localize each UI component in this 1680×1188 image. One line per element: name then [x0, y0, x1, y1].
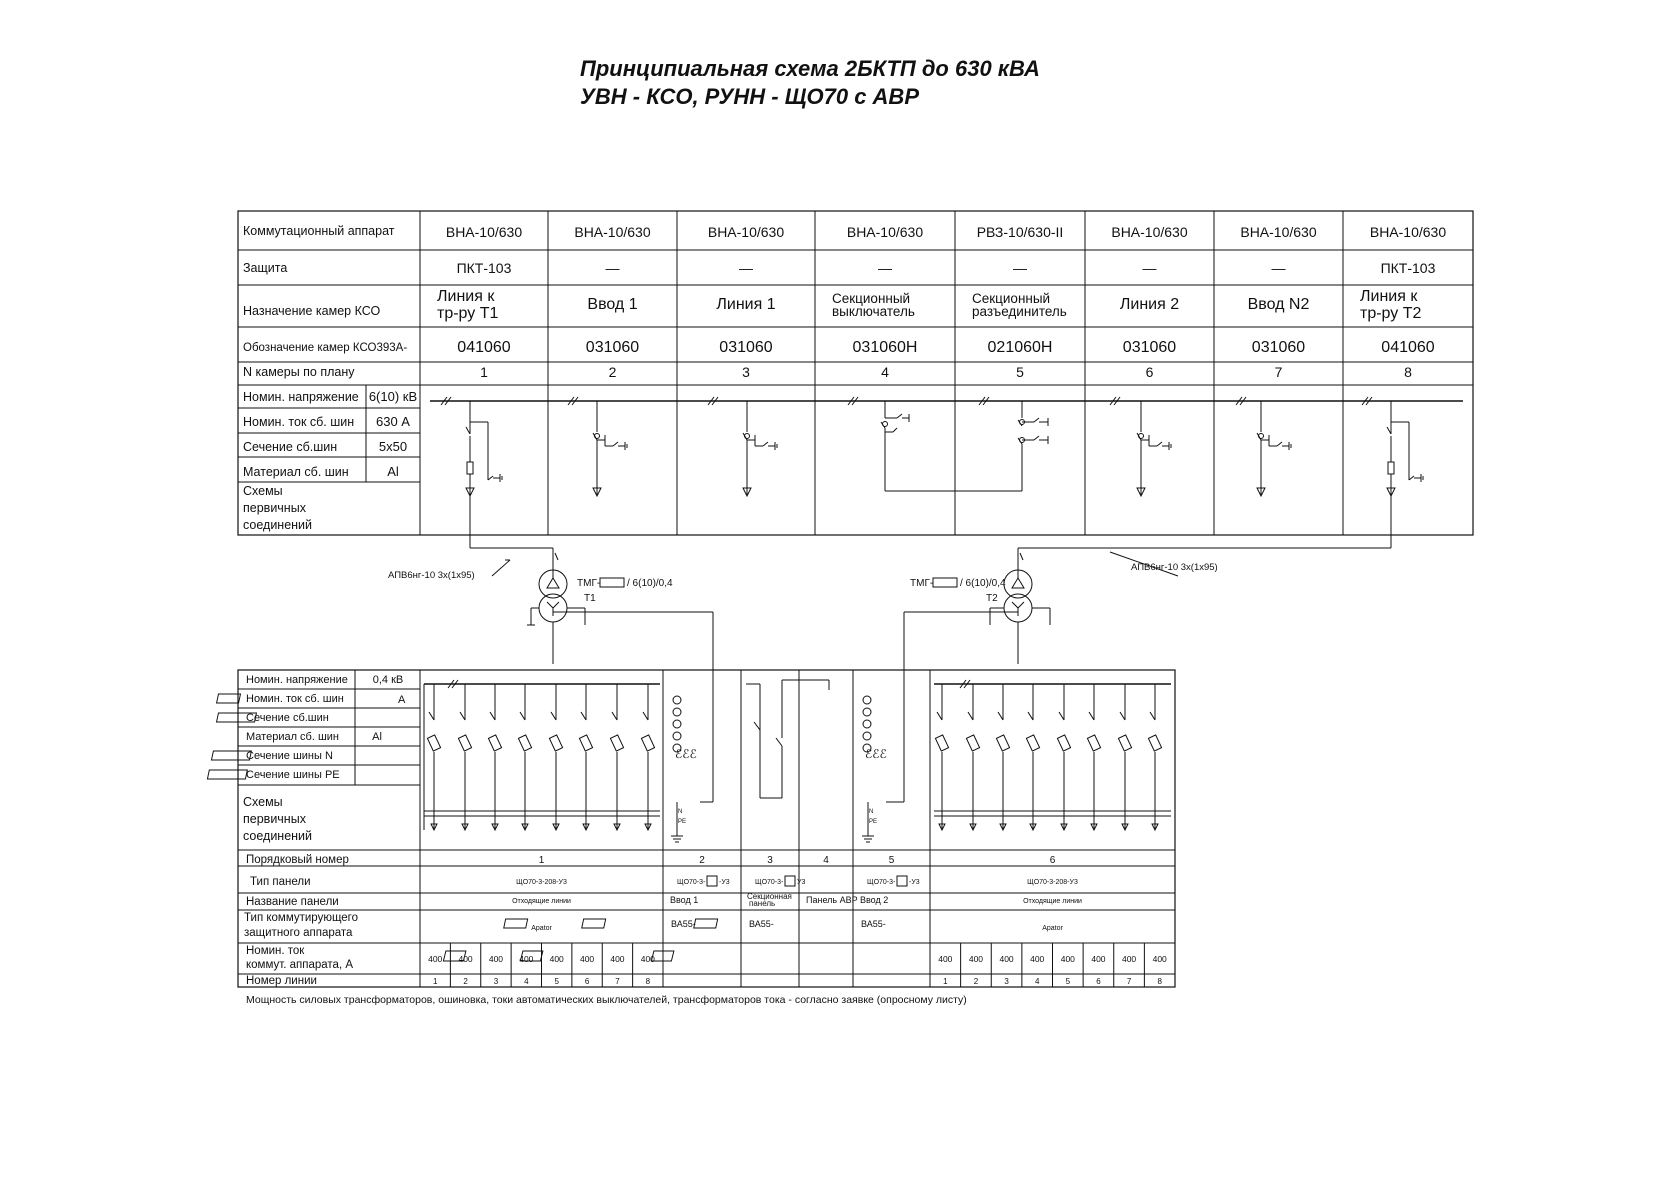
delta-symbol [1012, 578, 1024, 588]
lv-current-right-2: 400 [968, 954, 984, 964]
lv-current-left-1: 400 [428, 954, 443, 964]
hv-label-current: Номин. ток сб. шин [243, 415, 355, 429]
lv-line-number-right-2: 2 [973, 977, 979, 986]
lv-fuse-r2 [966, 735, 979, 751]
hv-protection-5: — [1013, 260, 1027, 276]
earth-switch [893, 428, 897, 432]
lv-label-order: Порядковый номер [246, 854, 349, 866]
lv-line-number-right-8: 8 [1157, 977, 1162, 986]
hv-label-schemes: первичных [243, 501, 306, 515]
hv-purpose-1: Линия к [437, 288, 495, 305]
lv-switch [1059, 712, 1064, 720]
hv-purpose-8: Линия к [1360, 288, 1418, 305]
switch-blade [466, 427, 470, 434]
lv-fuse-l1 [427, 735, 440, 751]
lv-label-device-type-1: Тип коммутирующего [244, 912, 359, 924]
lv-order-3: 3 [767, 855, 773, 866]
hv-apparatus-7: ВНА-10/630 [1240, 224, 1317, 240]
cable-label-right: АПВ6нг-10 3х(1х95) [1131, 562, 1218, 573]
lv-fuse-r6 [1087, 735, 1100, 751]
lv-panel-type-5: ЩО70-3- [867, 879, 896, 886]
lv-line-number-right-3: 3 [1004, 977, 1009, 986]
lv-current-left-4: 400 [519, 954, 534, 964]
lv-order-1: 1 [538, 855, 545, 866]
hv-label-section: Сечение сб.шин [243, 440, 338, 454]
lv-current-right-3: 400 [999, 954, 1014, 964]
lv-panel-type-box [897, 876, 907, 886]
lv-fuse-l4 [518, 735, 531, 751]
lv-current-right-4: 400 [1030, 954, 1045, 964]
lv-panel-name-5: Ввод 2 [860, 895, 889, 905]
lv-table-frame [238, 670, 1175, 987]
cable-label-left: АПВ6нг-10 3х(1х95) [388, 570, 475, 581]
pe-label-in1: PE [678, 819, 687, 825]
lv-line-number-left-5: 5 [554, 977, 559, 986]
hv-purpose-4: выключатель [832, 304, 915, 319]
lv-panel-name-3: Секционная [747, 892, 792, 901]
meter-in1-4 [673, 732, 681, 740]
lv-switch [998, 712, 1003, 720]
lv-current-box [217, 694, 241, 703]
lv-fuse-l3 [488, 735, 501, 751]
lv-fuse-r1 [935, 735, 948, 751]
meter-in2-1 [863, 696, 871, 704]
lv-order-4: 4 [823, 855, 829, 866]
hv-designation-3: 031060 [719, 339, 773, 356]
hv-label-voltage: Номин. напряжение [243, 390, 359, 404]
lv-fuse-r4 [1026, 735, 1039, 751]
lv-line-number-right-7: 7 [1126, 977, 1132, 986]
lv-label-schemes: Схемы [243, 795, 283, 809]
ats-switch [754, 722, 760, 730]
earth-switch [1034, 418, 1039, 422]
hv-value-current: 630 А [376, 414, 410, 429]
lv-panel-name-4: Панель АВР [806, 895, 858, 905]
meter-in1-2 [673, 708, 681, 716]
earth-switch [1034, 436, 1039, 440]
lv-switch [429, 712, 434, 720]
hv-label-schemes: соединений [243, 518, 313, 532]
hv-purpose-5: разъединитель [972, 304, 1067, 319]
lv-current-left-7: 400 [610, 954, 625, 964]
fuse-1 [467, 462, 473, 474]
earth-switch [1409, 476, 1414, 480]
delta-symbol [547, 578, 559, 588]
footnote: Мощность силовых трансформаторов, ошиновка, токи автоматических выключателей, трансформаторов тока - согласно заявке (опросному листу) [246, 994, 967, 1006]
hv-purpose-2: Ввод 1 [587, 296, 638, 313]
lv-label-line-number: Номер линии [246, 975, 317, 987]
lv-label-panel-type: Тип панели [250, 876, 311, 888]
lv-panel-type-3: ЩО70-3- [755, 879, 784, 886]
lv-fuse-r7 [1118, 735, 1131, 751]
hv-value-section: 5х50 [378, 439, 408, 454]
hv-label-purpose: Назначение камер КСО [243, 304, 381, 318]
hv-apparatus-2: ВНА-10/630 [574, 224, 651, 240]
lv-line-number-left-2: 2 [463, 977, 468, 986]
transformer-t2-model: ТМГ- [910, 578, 934, 589]
hv-protection-8: ПКТ-103 [1380, 260, 1436, 276]
hv-purpose-5: Секционный [972, 291, 1051, 306]
lv-fuse-l2 [458, 735, 471, 751]
lv-current-left-8: 400 [640, 954, 655, 964]
star-symbol [1018, 602, 1024, 608]
hv-purpose-1: тр-ру Т1 [437, 305, 499, 322]
star-symbol [553, 602, 559, 608]
lv-line-number-left-7: 7 [615, 977, 620, 986]
hv-apparatus-3: ВНА-10/630 [707, 224, 785, 240]
lv-device-type-2: ВА55- [671, 919, 696, 929]
lv-order-2: 2 [699, 855, 705, 866]
lv-current-left-2: 400 [458, 954, 473, 964]
lv-line-number-left-6: 6 [584, 977, 590, 986]
meter-in2-4 [863, 732, 871, 740]
hv-label-apparatus: Коммутационный аппарат [243, 224, 395, 238]
lv-line-number-left-8: 8 [645, 977, 651, 986]
hv-number-2: 2 [608, 364, 617, 380]
hv-apparatus-5: РВЗ-10/630-II [976, 224, 1064, 240]
transformer-t1-ratio: / 6(10)/0,4 [627, 578, 673, 589]
lv-line-number-right-5: 5 [1065, 977, 1071, 986]
lv-current-right-1: 400 [938, 954, 953, 964]
lv-switch [460, 712, 465, 720]
lv-panel-name-6: Отходящие линии [1023, 898, 1082, 905]
hv-designation-2: 031060 [585, 339, 640, 356]
hv-label-protection: Защита [243, 261, 288, 275]
cable-break [555, 553, 558, 560]
lv-switch [1150, 712, 1155, 720]
hv-number-4: 4 [881, 364, 889, 380]
hv-protection-6: — [1142, 260, 1157, 276]
hv-protection-3: — [739, 260, 753, 276]
lv-current-right-8: 400 [1152, 954, 1167, 964]
hv-value-material: Al [387, 464, 399, 479]
hv-designation-6: 031060 [1122, 339, 1177, 356]
lv-switch [1028, 712, 1033, 720]
hv-protection-7: — [1271, 260, 1286, 276]
n-label-in2: N [869, 809, 874, 815]
lv-current-left-5: 400 [549, 954, 564, 964]
meter-in1-1 [673, 696, 681, 704]
lv-fuse-l5 [549, 735, 562, 751]
lv-current-right-6: 400 [1091, 954, 1106, 964]
lv-fuse-l7 [610, 735, 623, 751]
lv-panel-type-box [707, 876, 717, 886]
lv-device-type-5: ВА55- [861, 919, 886, 929]
lv-switch [551, 712, 556, 720]
lv-panel-name-1: Отходящие линии [512, 898, 571, 905]
lv-panel-type-2: ЩО70-3- [677, 879, 706, 886]
lv-fuse-r5 [1057, 735, 1070, 751]
lv-value-voltage: 0,4 кВ [372, 674, 404, 686]
hv-designation-7: 031060 [1251, 339, 1306, 356]
lv-label-schemes: первичных [243, 812, 306, 826]
pe-label-in2: PE [869, 819, 878, 825]
switch-blade [1387, 427, 1391, 434]
fuse-8 [1388, 462, 1394, 474]
hv-protection-1: ПКТ-103 [456, 260, 512, 276]
lv-switch [1120, 712, 1125, 720]
lv-device-type-box [694, 919, 718, 928]
cable-pointer [492, 560, 510, 576]
lv-fuse-l8 [641, 735, 654, 751]
hv-designation-5: 021060Н [987, 339, 1053, 356]
hv-purpose-8: тр-ру Т2 [1360, 305, 1422, 322]
earth-switch [1157, 442, 1162, 446]
earth-switch [1277, 442, 1282, 446]
hv-number-1: 1 [480, 364, 488, 380]
earth-switch [763, 442, 768, 446]
lv-panel-type-suffix-5: -У3 [909, 879, 920, 886]
hv-purpose-4: Секционный [832, 291, 911, 306]
n-label-in1: N [678, 809, 683, 815]
hv-label-number: N камеры по плану [243, 365, 355, 379]
hv-number-3: 3 [742, 364, 750, 380]
meter-in2-2 [863, 708, 871, 716]
lv-device-type-6: Apator [1042, 925, 1063, 932]
lv-panel-name-3: панель [749, 899, 776, 908]
lv-label-panel-name: Название панели [246, 896, 339, 908]
hv-purpose-3: Линия 1 [716, 296, 776, 313]
lv-device-type-box [504, 919, 528, 928]
lv-label-device-type-2: защитного аппарата [244, 927, 353, 939]
hv-designation-4: 031060Н [852, 339, 918, 356]
lv-fuse-l6 [579, 735, 592, 751]
lv-panel-name-2: Ввод 1 [670, 895, 699, 905]
hv-value-voltage: 6(10) кВ [368, 389, 418, 404]
ct-symbol-in2: ℰℰℰ [865, 747, 887, 761]
hv-protection-2: — [605, 260, 620, 276]
cable-break [1020, 553, 1023, 560]
transformer-t1-model: ТМГ- [577, 578, 601, 589]
hv-apparatus-6: ВНА-10/630 [1111, 224, 1188, 240]
hv-label-designation: Обозначение камер КСО393А- [243, 342, 408, 354]
transformer-t1-power-box [600, 578, 624, 587]
lv-label-section-pe: Сечение шины PE [246, 769, 340, 781]
lv-line-number-left-3: 3 [493, 977, 499, 986]
hv-apparatus-8: ВНА-10/630 [1369, 224, 1447, 240]
lv-fuse-r3 [996, 735, 1009, 751]
lv-switch [612, 712, 617, 720]
lv-line-number-right-1: 1 [943, 977, 948, 986]
hv-number-8: 8 [1404, 364, 1412, 380]
hv-apparatus-4: ВНА-10/630 [846, 224, 924, 240]
lv-panel-type-1: ЩО70-3-208-У3 [516, 879, 567, 886]
lv-label-section-n: Сечение шины N [246, 750, 333, 762]
lv-order-5: 5 [888, 855, 895, 866]
title-line-1: Принципиальная схема 2БКТП до 630 кВА [580, 56, 1040, 81]
lv-switch [1089, 712, 1094, 720]
lv-line-number-left-4: 4 [524, 977, 529, 986]
lv-label-material: Материал сб. шин [246, 731, 340, 743]
lv-label-schemes: соединений [243, 829, 313, 843]
lv-label-voltage: Номин. напряжение [246, 674, 348, 686]
star-symbol [1012, 602, 1018, 608]
lv-line-number-left-1: 1 [432, 977, 438, 986]
hv-label-schemes: Схемы [243, 484, 283, 498]
lv-label-current: Номин. ток сб. шин [246, 693, 344, 705]
lv-device-type-3: ВА55- [749, 919, 774, 929]
hv-purpose-6: Линия 2 [1119, 296, 1180, 313]
lv-device-type-box [582, 919, 606, 928]
earth-switch [488, 476, 493, 480]
transformer-t2-ratio: / 6(10)/0,4 [960, 578, 1006, 589]
lv-fuse-r8 [1148, 735, 1161, 751]
meter-in1-3 [673, 720, 681, 728]
star-symbol [547, 602, 553, 608]
lv-switch [581, 712, 586, 720]
transformer-t2-name: Т2 [986, 593, 998, 604]
lv-current-left-3: 400 [488, 954, 504, 964]
lv-switch [968, 712, 973, 720]
lv-line-number-right-4: 4 [1034, 977, 1040, 986]
earth-switch [897, 414, 902, 418]
lv-label-nominal-current-1: Номин. ток [246, 945, 305, 957]
ct-symbol-in1: ℰℰℰ [675, 747, 697, 761]
lv-panel-type-box [785, 876, 795, 886]
hv-designation-1: 041060 [457, 339, 511, 356]
lv-current-right-7: 400 [1121, 954, 1137, 964]
hv-number-7: 7 [1274, 364, 1283, 380]
transformer-t1-name: Т1 [584, 593, 596, 604]
hv-protection-4: — [878, 260, 892, 276]
lv-panel-type-suffix-2: -У3 [719, 879, 730, 886]
lv-label-section: Сечение сб.шин [246, 712, 329, 724]
lv-section-pe-box [207, 770, 247, 779]
lv-switch [937, 712, 942, 720]
hv-purpose-7: Ввод N2 [1247, 296, 1310, 313]
lv-switch [643, 712, 648, 720]
lv-label-nominal-current-2: коммут. аппарата, А [246, 959, 354, 971]
lv-current-left-6: 400 [579, 954, 595, 964]
title-line-2: УВН - КСО, РУНН - ЩО70 с АВР [580, 84, 919, 109]
hv-table-frame [238, 211, 1473, 535]
lv-value-material: Al [372, 731, 382, 743]
hv-designation-8: 041060 [1381, 339, 1435, 356]
lv-current-right-5: 400 [1060, 954, 1075, 964]
hv-apparatus-1: ВНА-10/630 [445, 224, 523, 240]
transformer-t2-power-box [933, 578, 957, 587]
earth-switch [613, 442, 618, 446]
hv-number-5: 5 [1016, 364, 1024, 380]
lv-line-number-right-6: 6 [1096, 977, 1101, 986]
hv-number-6: 6 [1145, 364, 1154, 380]
lv-panel-type-6: ЩО70-3-208-У3 [1027, 879, 1078, 886]
meter-in2-3 [863, 720, 871, 728]
lv-order-6: 6 [1049, 855, 1056, 866]
lv-device-type-1: Apator [531, 925, 552, 932]
lv-switch [490, 712, 495, 720]
ats-switch [776, 738, 782, 746]
lv-panel-type-suffix-3: У3 [797, 879, 806, 886]
lv-switch [520, 712, 525, 720]
lv-value-current-unit: А [398, 694, 406, 706]
hv-label-material: Материал сб. шин [243, 465, 349, 479]
